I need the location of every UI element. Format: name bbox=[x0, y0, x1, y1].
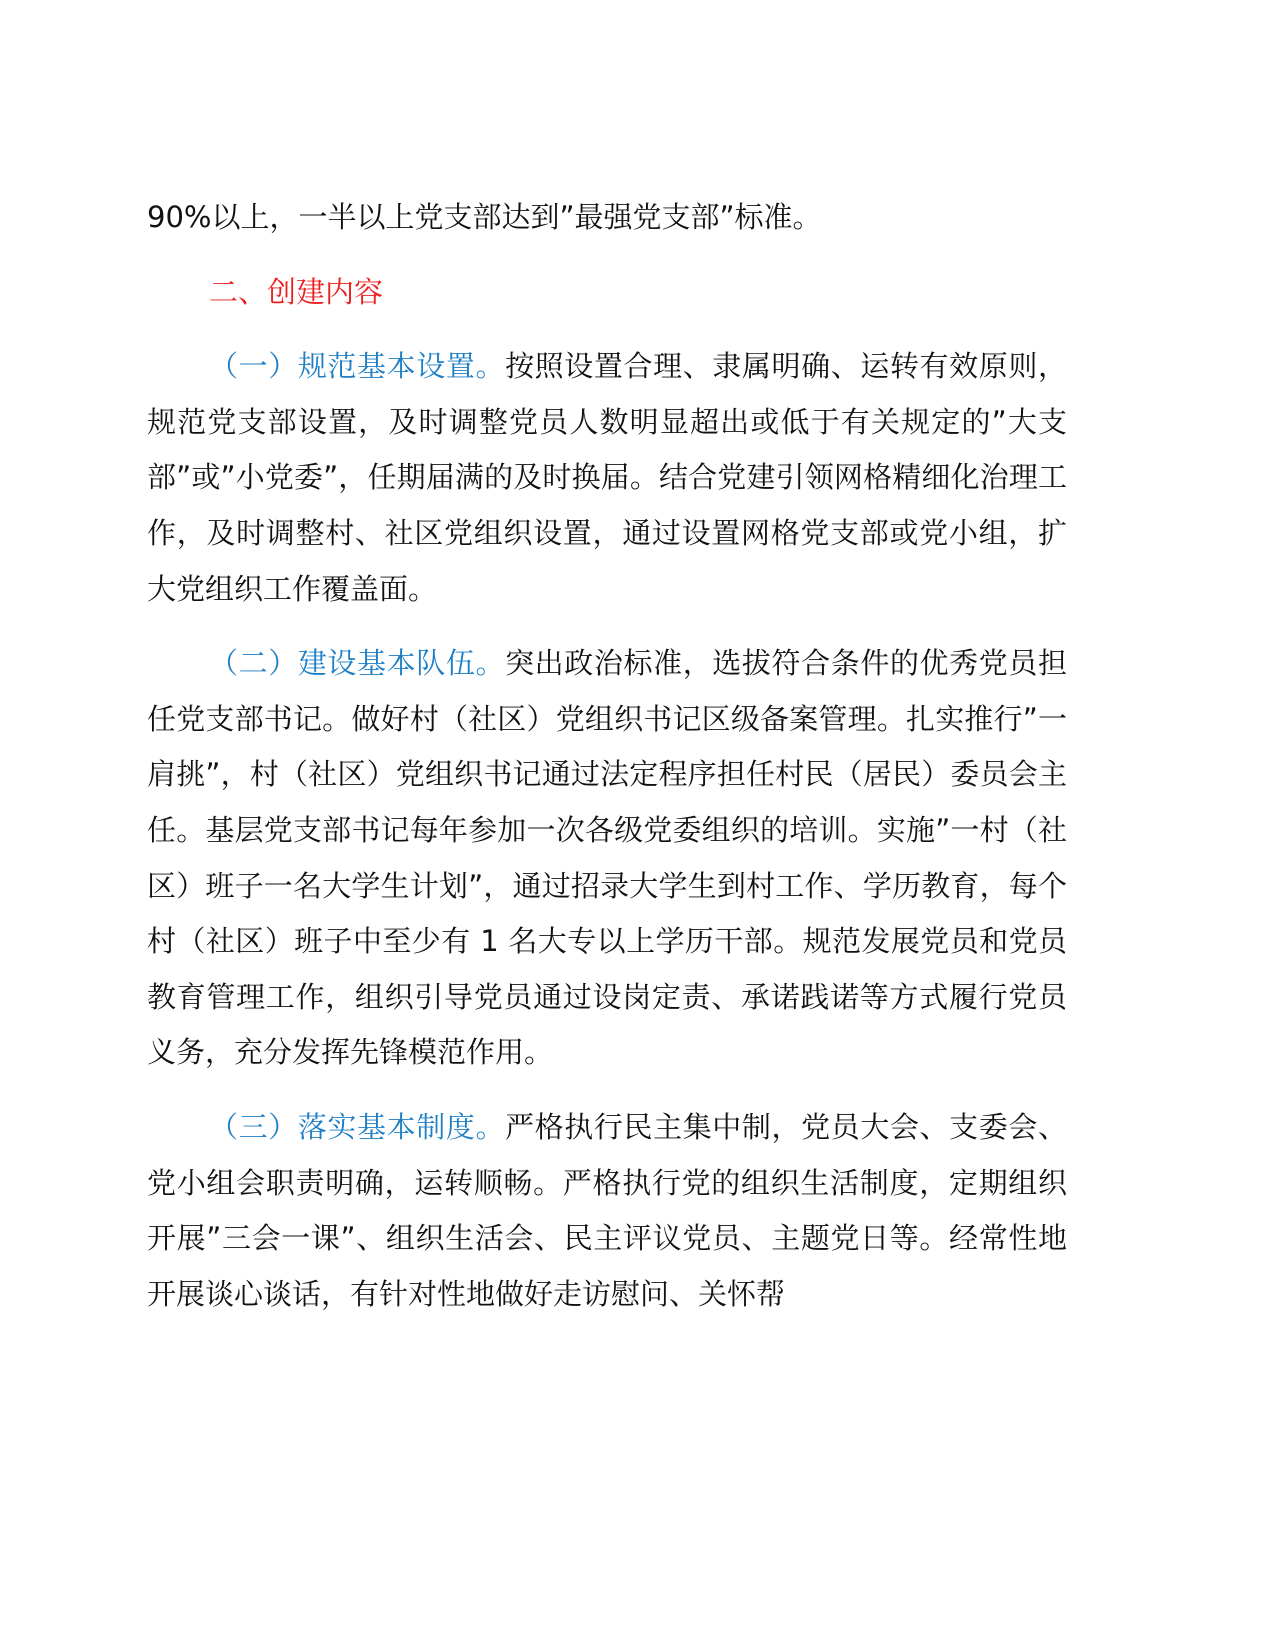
item-body-1: 按照设置合理、隶属明确、运转有效原则，规范党支部设置，及时调整党员人数明显超出或低于有关规定的”大支部”或”小党委”，任期届满的及时换届。结合党建引领网格精细化治理工作，及时调整村、社区党组织设置，通过设置网格党支部或党小组，扩大党组织工作覆盖面。 bbox=[147, 349, 1067, 606]
item-body-2: 突出政治标准，选拔符合条件的优秀党员担任党支部书记。做好村（社区）党组织书记区级备案管理。扎实推行”一肩挑”，村（社区）党组织书记通过法定程序担任村民（居民）委员会主任。基层党支部书记每年参加一次各级党委组织的培训。实施”一村（社区）班子一名大学生计划”，通过招录大学生到村工作、学历教育，每个村（社区）班子中至少有 1 名大专以上学历干部。规范发展党员和党员教育管理工作，组织引导党员通过设岗定责、承诺践诺等方式履行党员义务，充分发挥先锋模范作用。 bbox=[147, 646, 1067, 1070]
intro-continuation-paragraph: 90%以上，一半以上党支部达到”最强党支部”标准。 bbox=[147, 200, 822, 234]
item-title-2: （二）建设基本队伍。 bbox=[209, 646, 506, 681]
item-title-3: （三）落实基本制度。 bbox=[209, 1109, 506, 1144]
item-paragraph-3 bbox=[147, 1100, 1067, 1322]
document-body bbox=[147, 190, 1067, 1322]
item-title-1: （一）规范基本设置。 bbox=[209, 349, 506, 384]
item-paragraph-1 bbox=[147, 339, 1067, 617]
section-heading: 二、创建内容 bbox=[209, 274, 384, 309]
item-paragraph-2 bbox=[147, 636, 1067, 1081]
item-body-3: 严格执行民主集中制，党员大会、支委会、党小组会职责明确，运转顺畅。严格执行党的组织生活制度，定期组织开展”三会一课”、组织生活会、民主评议党员、主题党日等。经常性地开展谈心谈话，有针对性地做好走访慰问、关怀帮 bbox=[147, 1109, 1067, 1311]
